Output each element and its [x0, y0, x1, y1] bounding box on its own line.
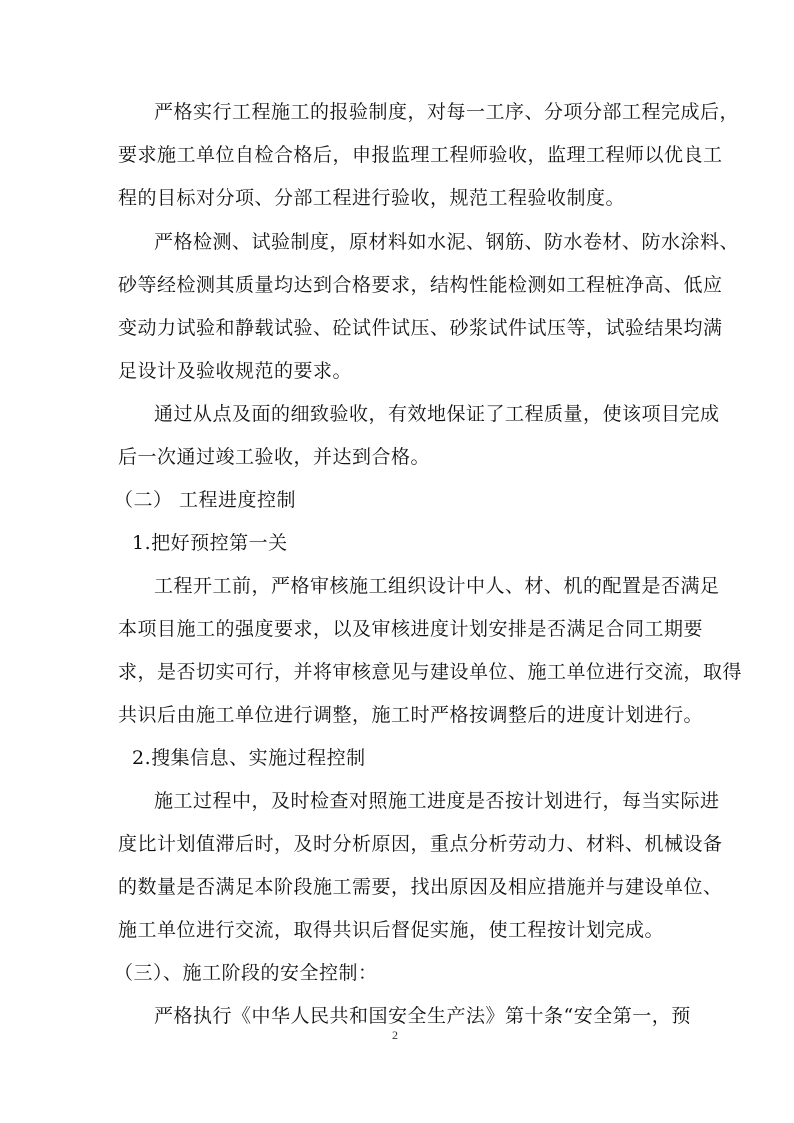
paragraph-line: 通过从点及面的细致验收，有效地保证了工程质量，使该项目完成 [154, 403, 720, 425]
paragraph-line: 施工过程中，及时检查对照施工进度是否按计划进行，每当实际进 [154, 790, 720, 812]
paragraph-line: 求，是否切实可行，并将审核意见与建设单位、施工单位进行交流，取得 [118, 661, 743, 683]
paragraph-line: 度比计划值滞后时，及时分析原因，重点分析劳动力、材料、机械设备 [118, 833, 723, 855]
paragraph-line: 足设计及验收规范的要求。 [118, 360, 353, 382]
paragraph-line: 严格实行工程施工的报验制度，对每一工序、分项分部工程完成后， [154, 101, 740, 123]
subheading-pre-control: 1.把好预控第一关 [132, 532, 288, 554]
paragraph-line: 严格检测、试验制度，原材料如水泥、钢筋、防水卷材、防水涂料、 [154, 231, 740, 253]
paragraph-line: 本项目施工的强度要求，以及审核进度计划安排是否满足合同工期要 [118, 618, 704, 640]
paragraph-line: 共识后由施工单位进行调整，施工时严格按调整后的进度计划进行。 [118, 704, 704, 726]
subheading-process-control: 2.搜集信息、实施过程控制 [132, 747, 366, 769]
page-number: 2 [392, 1028, 398, 1042]
paragraph-line: 要求施工单位自检合格后，申报监理工程师验收，监理工程师以优良工 [118, 144, 723, 166]
paragraph-line: 砂等经检测其质量均达到合格要求，结构性能检测如工程桩净高、低应 [118, 274, 723, 296]
paragraph-line: 施工单位进行交流，取得共识后督促实施，使工程按计划完成。 [118, 919, 665, 941]
paragraph-line: 的数量是否满足本阶段施工需要，找出原因及相应措施并与建设单位、 [118, 876, 723, 898]
section-heading-safety-control: （三）、施工阶段的安全控制： [114, 962, 378, 984]
section-heading-progress-control: （二） 工程进度控制 [114, 489, 297, 511]
paragraph-line: 变动力试验和静载试验、砼试件试压、砂浆试件试压等，试验结果均满 [118, 317, 723, 339]
paragraph-line: 严格执行《中华人民共和国安全生产法》第十条“安全第一，预 [154, 1005, 691, 1027]
paragraph-line: 工程开工前，严格审核施工组织设计中人、材、机的配置是否满足 [154, 575, 720, 597]
paragraph-line: 程的目标对分项、分部工程进行验收，规范工程验收制度。 [118, 187, 626, 209]
paragraph-line: 后一次通过竣工验收，并达到合格。 [118, 446, 431, 468]
